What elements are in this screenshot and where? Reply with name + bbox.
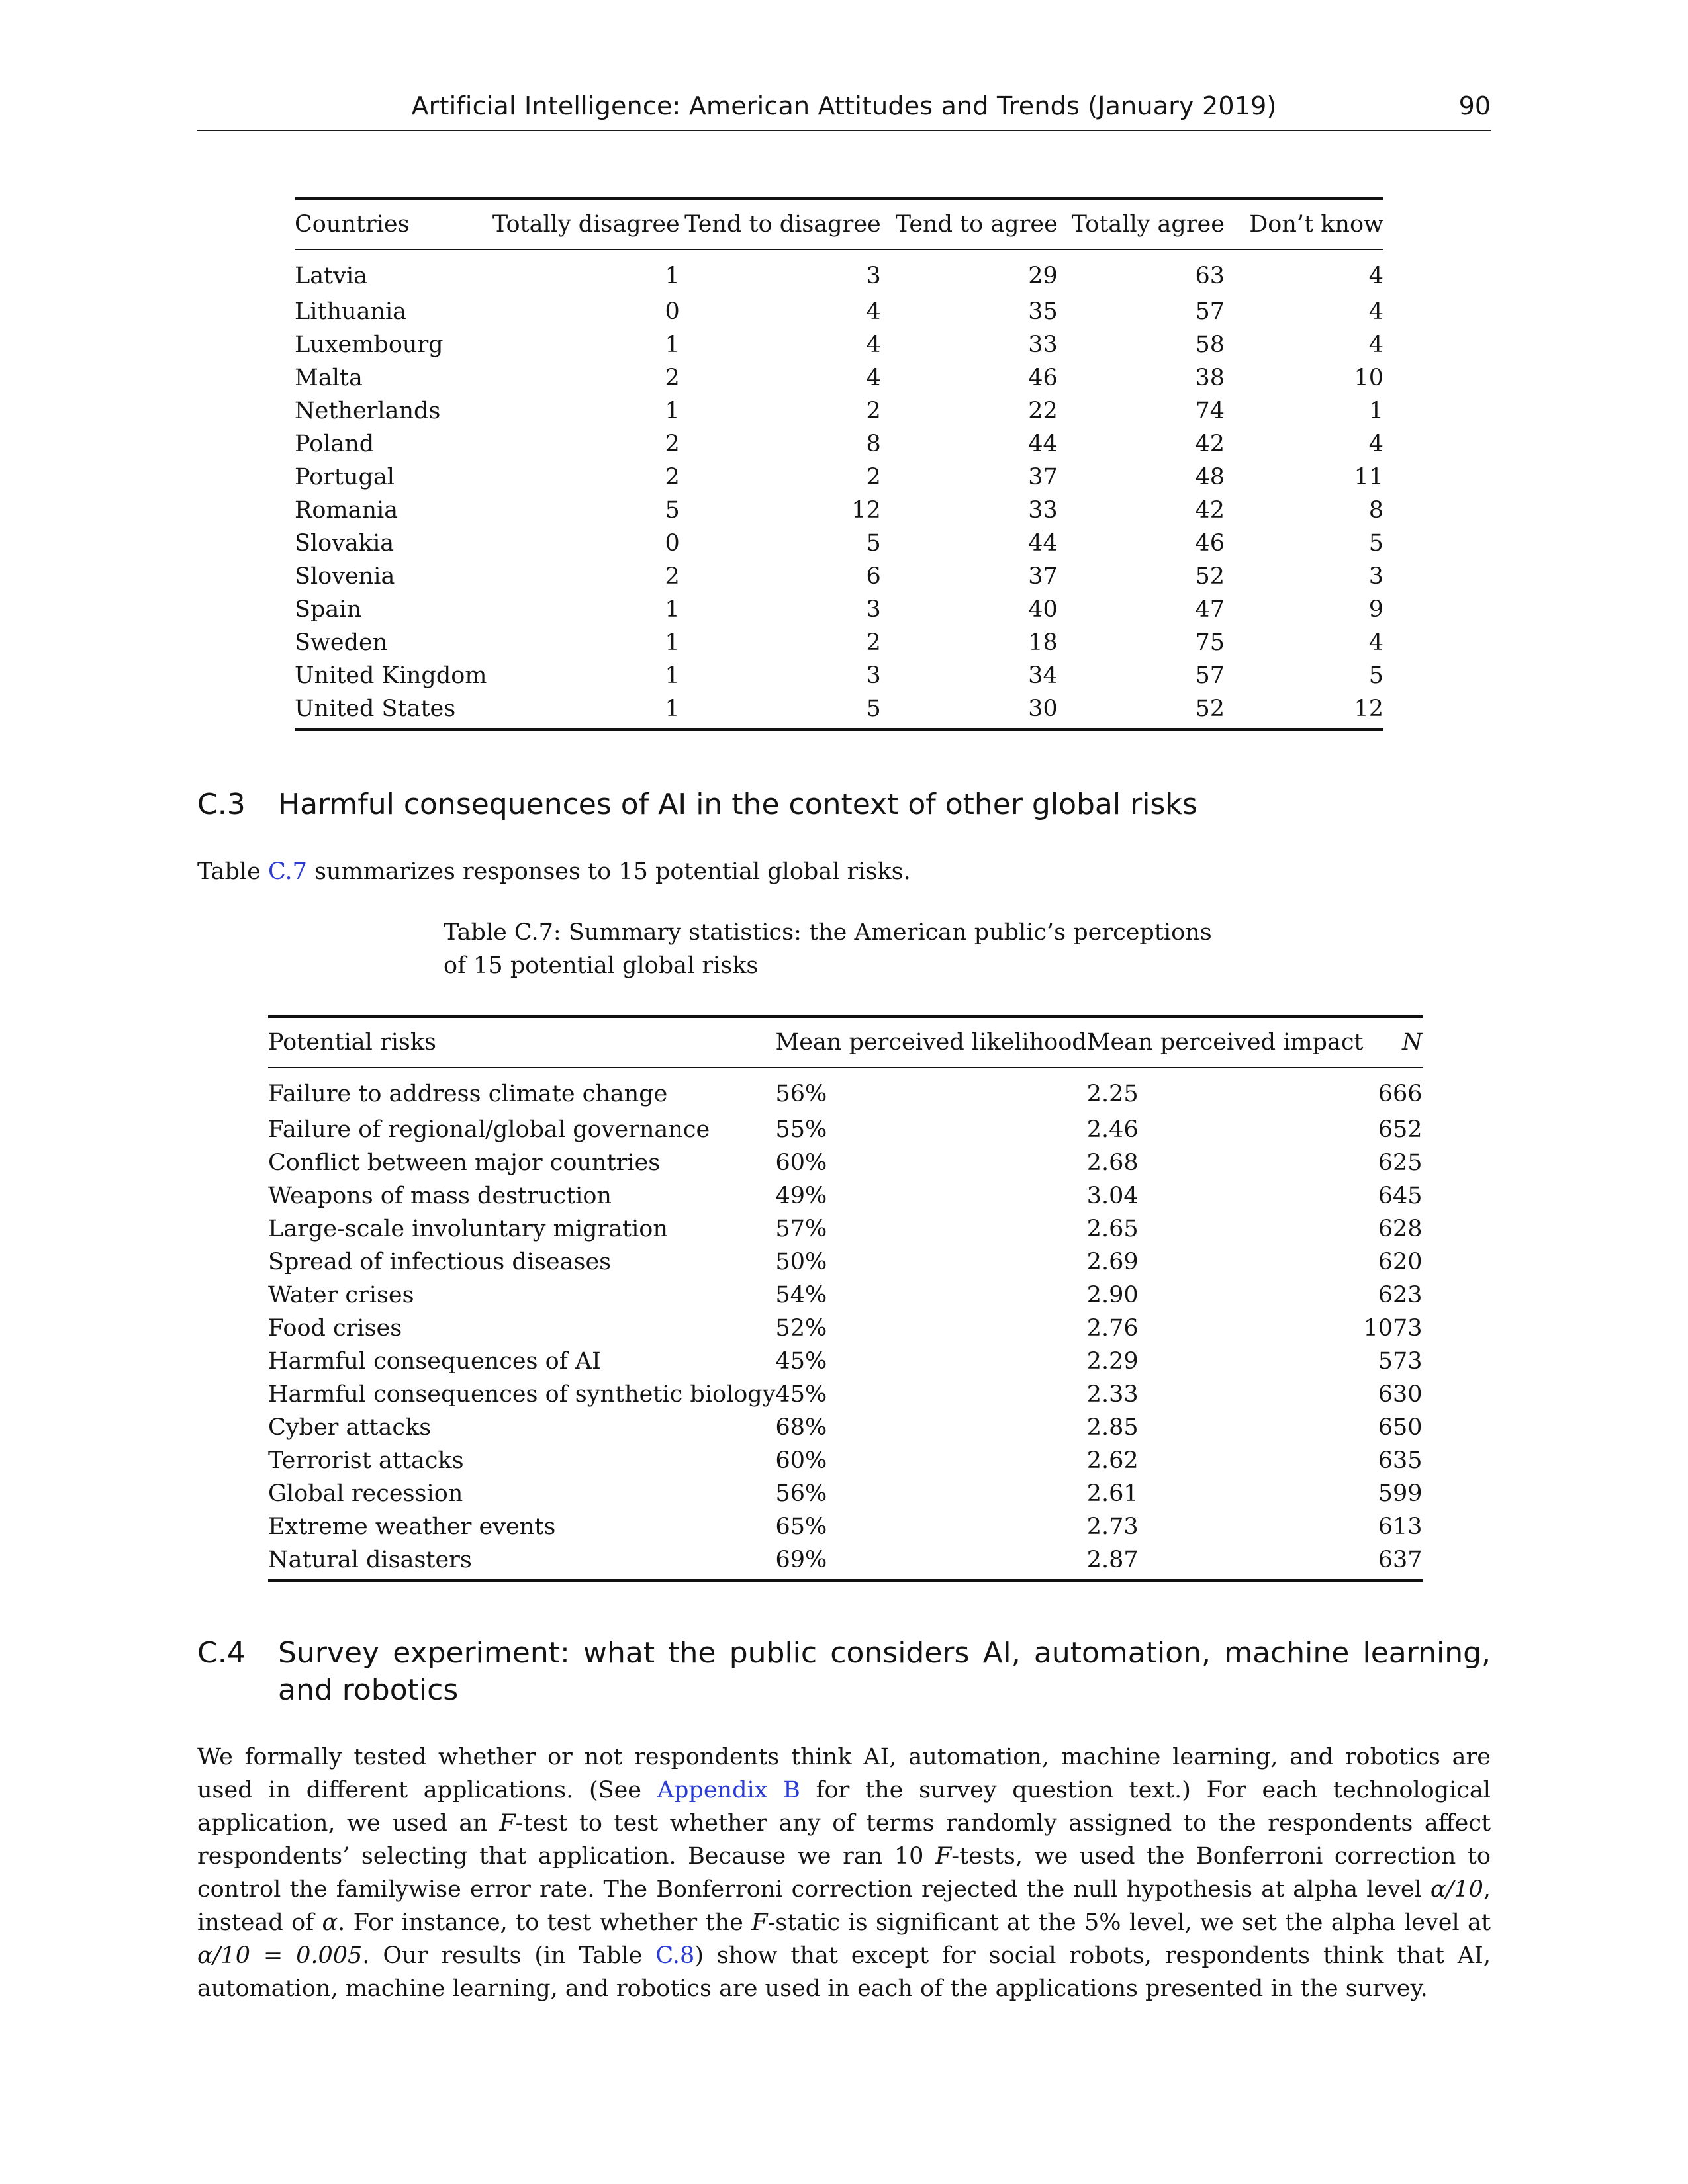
table-cell: Luxembourg xyxy=(295,332,444,358)
table-cell: 2.65 xyxy=(1086,1216,1139,1242)
table-cell: Slovenia xyxy=(295,563,395,590)
col-header-totally-disagree: Totally disagree xyxy=(492,199,680,250)
table-cell: 65% xyxy=(775,1514,827,1540)
table-cell: 2 xyxy=(866,464,881,490)
table-row xyxy=(295,295,1383,328)
math-f: F xyxy=(499,1810,516,1837)
col-header-n: N xyxy=(1364,1017,1423,1068)
table-cell: 2.73 xyxy=(1086,1514,1139,1540)
text-run: summarizes responses to 15 potential global risks. xyxy=(306,858,911,885)
text-run: , instead of xyxy=(197,1876,1491,1936)
table-cell: 46 xyxy=(1028,365,1058,391)
table-cell: United Kingdom xyxy=(295,662,487,689)
table-cell: Natural disasters xyxy=(268,1543,775,1580)
table-cell: 1 xyxy=(665,332,680,358)
table-cell: 0 xyxy=(665,530,680,557)
table-row xyxy=(295,527,1383,560)
table-row xyxy=(268,1279,1423,1312)
table-cell: 60% xyxy=(775,1150,827,1176)
table-cell: 44 xyxy=(1028,431,1058,457)
table-cell: 52 xyxy=(1195,563,1225,590)
table-cell: Weapons of mass destruction xyxy=(268,1183,612,1209)
table-cell: 645 xyxy=(1378,1183,1423,1209)
text-run: . Our results (in Table xyxy=(362,1942,656,1969)
table-cell: 12 xyxy=(1225,692,1383,729)
col-header-tend-to-agree: Tend to agree xyxy=(881,199,1058,250)
table-cell: United States xyxy=(295,692,492,729)
table-cell: 45% xyxy=(775,1348,827,1375)
table-cell: 650 xyxy=(1378,1414,1423,1441)
table-cell: 5 xyxy=(1368,662,1383,689)
table-cell: 8 xyxy=(1368,497,1383,523)
table-cell: 6 xyxy=(866,563,881,590)
table-cell: 55% xyxy=(775,1116,827,1143)
table-cell: 42 xyxy=(1195,431,1225,457)
table-cell: 2 xyxy=(665,464,680,490)
country-table-header xyxy=(295,199,1383,250)
table-cell: Water crises xyxy=(268,1282,414,1308)
table-cell: Harmful consequences of AI xyxy=(268,1348,601,1375)
text-run: -tests, we used the Bonferroni correction to control the familywise error rate. The Bonferroni correction rejected the null hypothesis at alpha level xyxy=(197,1843,1491,1903)
table-cell: 33 xyxy=(1028,497,1058,523)
table-cell: 29 xyxy=(1028,263,1058,289)
table-cell: 75 xyxy=(1195,629,1225,656)
table-cell: 630 xyxy=(1378,1381,1423,1408)
table-row xyxy=(268,1312,1423,1345)
table-cell: Sweden xyxy=(295,629,388,656)
table-cell: 2 xyxy=(665,431,680,457)
table-row xyxy=(295,461,1383,494)
table-cell: Romania xyxy=(295,497,399,523)
text-run: for the survey question text.) For each technological application, we used an xyxy=(197,1777,1491,1837)
running-title: Artificial Intelligence: American Attitudes and Trends (January 2019) xyxy=(411,91,1277,120)
table-cell: 613 xyxy=(1378,1514,1423,1540)
text-run: -test to test whether any of terms randomly assigned to the respondents affect respondents’ selecting that application. Because we ran 10 xyxy=(197,1810,1491,1870)
table-row xyxy=(295,659,1383,692)
table-cell: Conflict between major countries xyxy=(268,1150,661,1176)
table-cell: 44 xyxy=(1028,530,1058,557)
table-cell: 4 xyxy=(866,298,881,325)
table-cell: 2 xyxy=(866,398,881,424)
table-cell: 1 xyxy=(665,629,680,656)
table-row xyxy=(268,1510,1423,1543)
col-header-likelihood: Mean perceived likelihood xyxy=(775,1017,1086,1068)
c4-paragraph xyxy=(197,1741,1491,2005)
table-cell: 2 xyxy=(866,629,881,656)
table-cell: 57 xyxy=(1195,298,1225,325)
table-cell: 38 xyxy=(1195,365,1225,391)
country-table xyxy=(295,197,1383,731)
table-row xyxy=(268,1246,1423,1279)
table-cell: 40 xyxy=(1028,596,1058,623)
table-cell: 1 xyxy=(665,596,680,623)
table-cell: 4 xyxy=(866,365,881,391)
table-cell: 4 xyxy=(1368,298,1383,325)
table-cell: 2.61 xyxy=(1086,1480,1139,1507)
table-row xyxy=(268,1113,1423,1146)
table-row xyxy=(268,1411,1423,1444)
table-cell: 3 xyxy=(866,263,881,289)
table-cell: Malta xyxy=(295,365,363,391)
table-cell: 57% xyxy=(775,1216,827,1242)
table-cell: 666 xyxy=(1378,1081,1423,1107)
col-header-totally-agree: Totally agree xyxy=(1058,199,1225,250)
table-cell: 5 xyxy=(866,530,881,557)
table-c8-link[interactable]: C.8 xyxy=(655,1942,695,1969)
math-alpha-equation: α/10 = 0.005 xyxy=(197,1942,363,1969)
page-number: 90 xyxy=(1458,91,1491,120)
table-cell: 37 xyxy=(1028,464,1058,490)
table-cell: 2.29 xyxy=(1086,1348,1139,1375)
table-cell: Large-scale involuntary migration xyxy=(268,1216,668,1242)
table-cell: 1 xyxy=(665,398,680,424)
table-cell: Latvia xyxy=(295,263,368,289)
table-cell: 652 xyxy=(1378,1116,1423,1143)
table-row xyxy=(295,692,1383,729)
table-cell: 45% xyxy=(775,1381,827,1408)
table-cell: 2 xyxy=(665,365,680,391)
table-cell: 5 xyxy=(680,692,881,729)
table-cell: 54% xyxy=(775,1282,827,1308)
table-row xyxy=(295,394,1383,428)
table-cell: 58 xyxy=(1195,332,1225,358)
running-header xyxy=(197,91,1491,131)
table-cell: Food crises xyxy=(268,1315,402,1342)
table-cell: 2.68 xyxy=(1086,1150,1139,1176)
table-cell: 8 xyxy=(866,431,881,457)
table-cell: 4 xyxy=(1368,431,1383,457)
table-cell: 56% xyxy=(775,1480,827,1507)
table-cell: 2.87 xyxy=(1087,1543,1364,1580)
table-cell: 620 xyxy=(1378,1249,1423,1275)
table-cell: 625 xyxy=(1378,1150,1423,1176)
col-header-dont-know: Don’t know xyxy=(1225,199,1383,250)
section-title: Survey experiment: what the public considers AI, automation, machine learning, and robotics xyxy=(278,1636,1491,1707)
table-cell: Spread of infectious diseases xyxy=(268,1249,612,1275)
table-cell: 3.04 xyxy=(1086,1183,1139,1209)
table-cell: 9 xyxy=(1368,596,1383,623)
risk-table xyxy=(268,1015,1423,1582)
table-row xyxy=(268,1378,1423,1411)
col-header-tend-to-disagree: Tend to disagree xyxy=(680,199,881,250)
table-cell: 30 xyxy=(881,692,1058,729)
table-cell: Cyber attacks xyxy=(268,1414,432,1441)
section-number: C.4 xyxy=(197,1636,246,1670)
math-alpha-over-10: α/10 xyxy=(1430,1876,1483,1903)
table-caption: Table C.7: Summary statistics: the American public’s perceptions of 15 potential global risks xyxy=(444,919,1212,979)
table-cell: Failure of regional/global governance xyxy=(268,1116,710,1143)
table-cell: 2.76 xyxy=(1086,1315,1139,1342)
table-cell: 50% xyxy=(775,1249,827,1275)
col-header-potential-risks: Potential risks xyxy=(268,1017,775,1068)
table-row xyxy=(268,1477,1423,1510)
table-cell: 635 xyxy=(1378,1447,1423,1474)
table-cell: 628 xyxy=(1378,1216,1423,1242)
table-cell: 2.25 xyxy=(1086,1081,1139,1107)
table-cell: Poland xyxy=(295,431,375,457)
table-cell: 35 xyxy=(1028,298,1058,325)
table-cell: 2 xyxy=(665,563,680,590)
table-cell: 10 xyxy=(1354,365,1383,391)
table-cell: 48 xyxy=(1195,464,1225,490)
table-cell: 69% xyxy=(775,1543,1086,1580)
table-row xyxy=(295,494,1383,527)
table-cell: 12 xyxy=(851,497,881,523)
table-cell: 68% xyxy=(775,1414,827,1441)
text-run: We formally tested whether or not respondents think AI, automation, machine learning, and robotics are used in different applications. (See xyxy=(197,1744,1491,1803)
table-cell: 1 xyxy=(492,692,680,729)
table-cell: Global recession xyxy=(268,1480,463,1507)
table-cell: 11 xyxy=(1354,464,1383,490)
table-row xyxy=(268,1444,1423,1477)
col-header-impact: Mean perceived impact xyxy=(1087,1017,1364,1068)
table-row xyxy=(268,1345,1423,1378)
table-cell: 2.69 xyxy=(1086,1249,1139,1275)
table-cell: Lithuania xyxy=(295,298,407,325)
table-cell: 5 xyxy=(1368,530,1383,557)
table-cell: 63 xyxy=(1195,263,1225,289)
table-cell: 56% xyxy=(775,1081,827,1107)
math-f: F xyxy=(751,1909,768,1936)
math-f: F xyxy=(935,1843,952,1870)
text-run: -static is significant at the 5% level, we set the alpha level at xyxy=(767,1909,1491,1936)
table-cell: 2.90 xyxy=(1086,1282,1139,1308)
risk-table-header xyxy=(268,1017,1423,1068)
table-cell: Netherlands xyxy=(295,398,441,424)
table-cell: 2.62 xyxy=(1086,1447,1139,1474)
table-cell: 623 xyxy=(1378,1282,1423,1308)
table-cell: Portugal xyxy=(295,464,395,490)
table-cell: 1 xyxy=(1368,398,1383,424)
col-header-countries: Countries xyxy=(295,199,492,250)
table-row xyxy=(295,560,1383,593)
text-run: ) show that except for social robots, respondents think that AI, automation, machine learning, and robotics are used in each of the applications presented in the survey. xyxy=(197,1942,1491,2002)
appendix-b-link[interactable]: Appendix B xyxy=(657,1777,800,1803)
table-row xyxy=(268,1068,1423,1113)
table-cell: 57 xyxy=(1195,662,1225,689)
table-cell: 37 xyxy=(1028,563,1058,590)
table-cell: 637 xyxy=(1364,1543,1423,1580)
table-cell: Spain xyxy=(295,596,361,623)
table-row xyxy=(295,428,1383,461)
table-cell: 49% xyxy=(775,1183,827,1209)
text-run: Table xyxy=(197,858,268,885)
table-cell: Slovakia xyxy=(295,530,395,557)
table-cell: 3 xyxy=(866,596,881,623)
table-cell: 0 xyxy=(665,298,680,325)
table-cell: 47 xyxy=(1195,596,1225,623)
table-cell: 4 xyxy=(1368,629,1383,656)
table-row xyxy=(268,1179,1423,1212)
table-cell: 34 xyxy=(1028,662,1058,689)
table-cell: 2.46 xyxy=(1086,1116,1139,1143)
table-cell: Terrorist attacks xyxy=(268,1447,464,1474)
table-cell: 4 xyxy=(1368,263,1383,289)
section-title: Harmful consequences of AI in the context of other global risks xyxy=(278,788,1197,821)
math-alpha: α xyxy=(322,1909,338,1936)
table-row xyxy=(268,1146,1423,1179)
table-cell: 2.85 xyxy=(1086,1414,1139,1441)
table-cell: 4 xyxy=(866,332,881,358)
table-cell: 3 xyxy=(866,662,881,689)
table-cell: 22 xyxy=(1028,398,1058,424)
table-cell: 599 xyxy=(1378,1480,1423,1507)
table-cell: 74 xyxy=(1195,398,1225,424)
table-cell: 18 xyxy=(1028,629,1058,656)
table-cell: Harmful consequences of synthetic biology xyxy=(268,1381,776,1408)
table-row xyxy=(295,328,1383,361)
table-cell: 5 xyxy=(665,497,680,523)
table-cell: Extreme weather events xyxy=(268,1514,556,1540)
table-cell: 2.33 xyxy=(1086,1381,1139,1408)
table-cell: 42 xyxy=(1195,497,1225,523)
table-row xyxy=(295,626,1383,659)
table-cell: 52 xyxy=(1058,692,1225,729)
table-cell: 60% xyxy=(775,1447,827,1474)
table-cell: 52% xyxy=(775,1315,827,1342)
table-row xyxy=(295,593,1383,626)
table-c7-link[interactable]: C.7 xyxy=(267,858,307,885)
table-cell: 33 xyxy=(1028,332,1058,358)
table-cell: 1 xyxy=(665,263,680,289)
table-cell: 1 xyxy=(665,662,680,689)
table-cell: 573 xyxy=(1378,1348,1423,1375)
table-row xyxy=(295,361,1383,394)
table-row xyxy=(268,1543,1423,1580)
table-cell: Failure to address climate change xyxy=(268,1081,668,1107)
table-row xyxy=(268,1212,1423,1246)
table-cell: 3 xyxy=(1368,563,1383,590)
table-row xyxy=(295,250,1383,295)
table-cell: 46 xyxy=(1195,530,1225,557)
table-cell: 1073 xyxy=(1363,1315,1423,1342)
text-run: . For instance, to test whether the xyxy=(338,1909,752,1936)
c3-intro-paragraph xyxy=(197,855,1491,888)
table-cell: 4 xyxy=(1368,332,1383,358)
section-number: C.3 xyxy=(197,788,246,821)
